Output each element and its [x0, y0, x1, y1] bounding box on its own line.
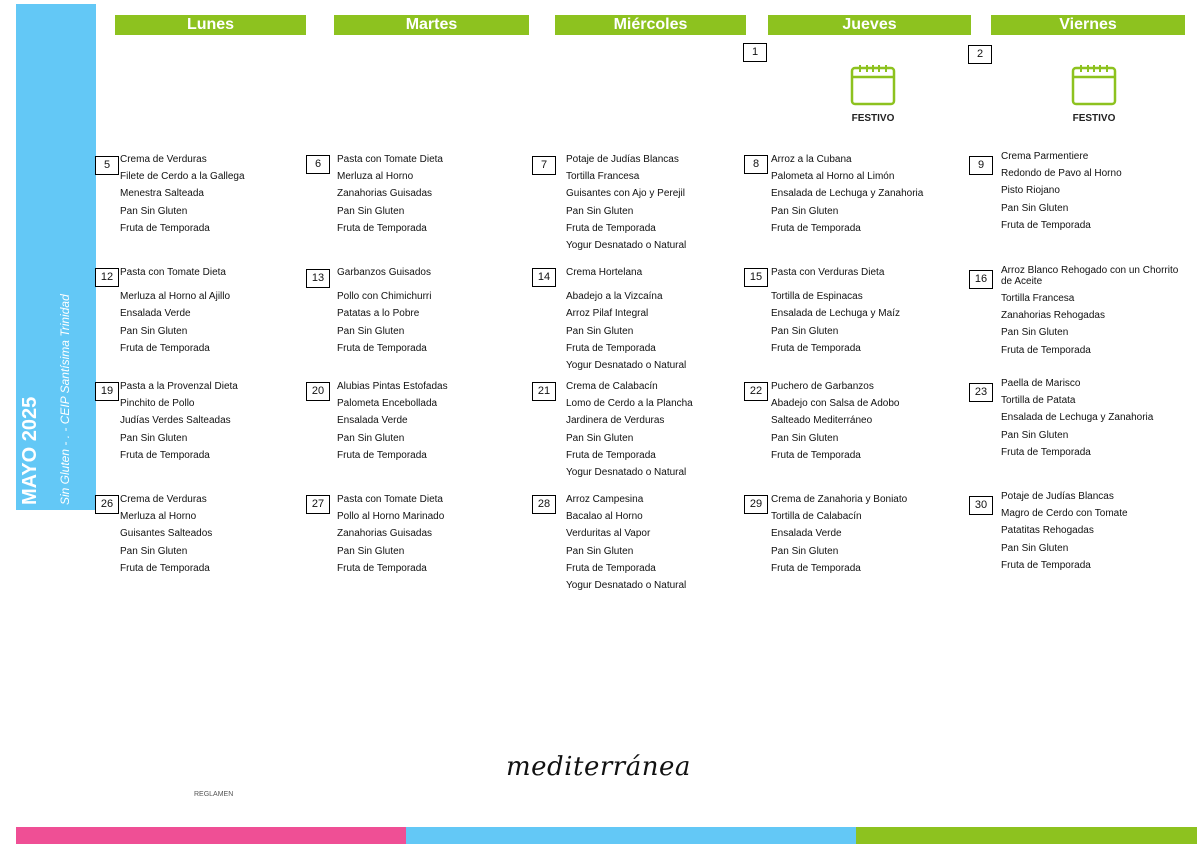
day-number: 12 — [95, 268, 119, 287]
menu-item: Salteado Mediterráneo — [771, 415, 873, 427]
menu-item: Guisantes con Ajo y Perejil — [566, 188, 685, 200]
menu-item: Yogur Desnatado o Natural — [566, 360, 687, 372]
day-number: 29 — [744, 495, 768, 514]
menu-item: Fruta de Temporada — [337, 342, 427, 354]
day-number: 26 — [95, 495, 119, 514]
menu-item: Fruta de Temporada — [771, 222, 861, 234]
day-number: 21 — [532, 382, 556, 401]
holiday-label: FESTIVO — [851, 113, 895, 124]
day-menu — [120, 491, 212, 577]
menu-item: Fruta de Temporada — [771, 562, 861, 574]
day-menu — [771, 151, 923, 237]
menu-item: Pan Sin Gluten — [771, 205, 839, 217]
menu-item: Filete de Cerdo a la Gallega — [120, 171, 245, 183]
month-title: MAYO 2025 — [19, 396, 41, 505]
holiday-badge — [838, 64, 908, 124]
day-number: 9 — [969, 156, 993, 175]
menu-item: Pan Sin Gluten — [337, 432, 405, 444]
menu-item: Pan Sin Gluten — [120, 325, 188, 337]
menu-item: Pollo con Chimichurri — [337, 291, 432, 303]
day-number: 22 — [744, 382, 768, 401]
day-menu — [337, 378, 448, 464]
menu-item: Crema de Verduras — [120, 154, 207, 165]
menu-item: Fruta de Temporada — [120, 222, 210, 234]
menu-item: Fruta de Temporada — [1001, 344, 1091, 356]
menu-item: Paella de Marisco — [1001, 378, 1081, 389]
day-menu — [771, 264, 900, 357]
menu-item: Zanahorias Rehogadas — [1001, 310, 1105, 322]
day-menu — [337, 491, 444, 577]
day-menu — [120, 264, 230, 357]
menu-item: Pasta con Tomate Dieta — [337, 154, 443, 165]
menu-item: Palometa al Horno al Limón — [771, 171, 895, 183]
menu-item: Crema de Calabacín — [566, 381, 658, 392]
menu-item: Pinchito de Pollo — [120, 398, 195, 410]
menu-item: Pan Sin Gluten — [771, 545, 839, 557]
footer-bar-green — [856, 827, 1197, 844]
menu-item: Fruta de Temporada — [337, 449, 427, 461]
menu-item: Pasta a la Provenzal Dieta — [120, 381, 238, 392]
holiday-badge — [1059, 64, 1129, 124]
menu-item: Crema Parmentiere — [1001, 151, 1089, 162]
day-menu — [120, 378, 238, 464]
menu-item: Tortilla Francesa — [566, 171, 640, 183]
menu-item: Pan Sin Gluten — [120, 205, 188, 217]
day-number: 5 — [95, 156, 119, 175]
menu-item: Tortilla de Espinacas — [771, 291, 863, 303]
brand-logo: mediterránea — [506, 752, 691, 782]
menu-item: Fruta de Temporada — [337, 562, 427, 574]
menu-item: Tortilla de Patata — [1001, 395, 1076, 407]
menu-item: Patatitas Rehogadas — [1001, 525, 1094, 537]
menu-item: Palometa Encebollada — [337, 398, 438, 410]
day-menu — [566, 151, 686, 254]
menu-item: Fruta de Temporada — [337, 222, 427, 234]
day-number: 19 — [95, 382, 119, 401]
day-menu — [1001, 488, 1128, 574]
menu-item: Merluza al Horno — [337, 171, 414, 183]
menu-item: Zanahorias Guisadas — [337, 528, 433, 540]
menu-item: Fruta de Temporada — [566, 222, 656, 234]
menu-item: Yogur Desnatado o Natural — [566, 467, 687, 479]
menu-item: Lomo de Cerdo a la Plancha — [566, 398, 693, 410]
day-menu — [771, 491, 907, 577]
menu-item: Pisto Riojano — [1001, 185, 1060, 197]
day-menu — [566, 378, 693, 481]
menu-item: Alubias Pintas Estofadas — [337, 381, 448, 392]
day-number: 8 — [744, 155, 768, 174]
day-number: 6 — [306, 155, 330, 174]
menu-item: Fruta de Temporada — [1001, 559, 1091, 571]
day-number: 7 — [532, 156, 556, 175]
day-menu — [566, 264, 686, 374]
menu-item: Tortilla de Calabacín — [771, 511, 862, 523]
menu-item: Fruta de Temporada — [120, 449, 210, 461]
menu-item: Zanahorias Guisadas — [337, 188, 433, 200]
menu-item: Crema de Verduras — [120, 494, 207, 505]
menu-item: Crema de Zanahoria y Boniato — [771, 494, 908, 505]
menu-item: Fruta de Temporada — [771, 449, 861, 461]
menu-item: Redondo de Pavo al Horno — [1001, 168, 1122, 180]
menu-item: Abadejo a la Vizcaína — [566, 291, 663, 303]
menu-item: Pan Sin Gluten — [1001, 542, 1069, 554]
calendar-icon — [850, 64, 896, 106]
menu-item: Pan Sin Gluten — [120, 432, 188, 444]
menu-item: Fruta de Temporada — [771, 342, 861, 354]
day-number: 15 — [744, 268, 768, 287]
menu-item: Pan Sin Gluten — [771, 432, 839, 444]
day-menu — [337, 264, 431, 357]
menu-item: Ensalada de Lechuga y Zanahoria — [771, 188, 924, 200]
menu-item: Pan Sin Gluten — [1001, 429, 1069, 441]
menu-item: Menestra Salteada — [120, 188, 204, 200]
day-menu — [771, 378, 899, 464]
menu-item: Garbanzos Guisados — [337, 267, 431, 278]
day-number: 2 — [968, 45, 992, 64]
day-number: 16 — [969, 270, 993, 289]
menu-item: Pollo al Horno Marinado — [337, 511, 445, 523]
menu-item: Patatas a lo Pobre — [337, 308, 420, 320]
menu-item: Potaje de Judías Blancas — [1001, 491, 1114, 502]
day-header-jueves: Jueves — [768, 15, 971, 35]
menu-item: Fruta de Temporada — [566, 449, 656, 461]
calendar-icon — [1071, 64, 1117, 106]
day-number: 14 — [532, 268, 556, 287]
menu-item: Merluza al Horno al Ajillo — [120, 291, 231, 303]
menu-item: Pan Sin Gluten — [566, 205, 634, 217]
menu-item: Pan Sin Gluten — [1001, 327, 1069, 339]
menu-item: Ensalada Verde — [337, 415, 408, 427]
menu-item: Pan Sin Gluten — [337, 205, 405, 217]
day-menu — [337, 151, 443, 237]
menu-item: Pan Sin Gluten — [120, 545, 188, 557]
menu-item: Guisantes Salteados — [120, 528, 213, 540]
menu-item: Fruta de Temporada — [120, 342, 210, 354]
menu-item: Pan Sin Gluten — [566, 325, 634, 337]
menu-item: Abadejo con Salsa de Adobo — [771, 398, 900, 410]
menu-item: Yogur Desnatado o Natural — [566, 580, 687, 592]
day-menu — [120, 151, 245, 237]
menu-item: Crema Hortelana — [566, 267, 643, 278]
day-number: 20 — [306, 382, 330, 401]
menu-item: Pan Sin Gluten — [337, 325, 405, 337]
day-menu — [1001, 148, 1122, 234]
menu-item: Yogur Desnatado o Natural — [566, 240, 687, 252]
menu-item: Pan Sin Gluten — [1001, 202, 1069, 214]
day-number: 1 — [743, 43, 767, 62]
menu-item: Merluza al Horno — [120, 511, 197, 523]
menu-item: Fruta de Temporada — [566, 342, 656, 354]
menu-item: Fruta de Temporada — [566, 562, 656, 574]
menu-item: Pan Sin Gluten — [566, 432, 634, 444]
day-header-miercoles: Miércoles — [555, 15, 746, 35]
day-number: 23 — [969, 383, 993, 402]
menu-item: Ensalada de Lechuga y Maíz — [771, 308, 900, 320]
menu-item: Arroz Pilaf Integral — [566, 308, 649, 320]
school-subtitle: Sin Gluten - . - CEIP Santísima Trinidad — [58, 294, 72, 505]
menu-item: Magro de Cerdo con Tomate — [1001, 508, 1128, 520]
menu-item: Verduritas al Vapor — [566, 528, 651, 540]
day-number: 30 — [969, 496, 993, 515]
day-header-martes: Martes — [334, 15, 529, 35]
day-menu — [1001, 262, 1191, 359]
menu-item: Tortilla Francesa — [1001, 293, 1075, 304]
footer-bar-blue — [406, 827, 856, 844]
menu-item: Potaje de Judías Blancas — [566, 154, 679, 165]
menu-item: Pasta con Tomate Dieta — [337, 494, 443, 505]
menu-item: Bacalao al Horno — [566, 511, 643, 523]
menu-item: Fruta de Temporada — [1001, 219, 1091, 231]
menu-item: Arroz Blanco Rehogado con un Chorrito de Aceite — [1001, 265, 1179, 287]
menu-item: Arroz a la Cubana — [771, 154, 852, 165]
menu-item: Fruta de Temporada — [1001, 446, 1091, 458]
menu-item: Ensalada de Lechuga y Zanahoria — [1001, 412, 1154, 424]
menu-item: Fruta de Temporada — [120, 562, 210, 574]
footer-note: REGLAMEN — [194, 791, 234, 798]
day-menu — [1001, 375, 1153, 461]
menu-item: Pan Sin Gluten — [337, 545, 405, 557]
day-number: 27 — [306, 495, 330, 514]
day-menu — [566, 491, 686, 594]
day-number: 28 — [532, 495, 556, 514]
menu-item: Puchero de Garbanzos — [771, 381, 874, 392]
day-header-lunes: Lunes — [115, 15, 306, 35]
day-header-viernes: Viernes — [991, 15, 1185, 35]
footer-bar-pink — [16, 827, 406, 844]
menu-item: Arroz Campesina — [566, 494, 644, 505]
menu-item: Pasta con Verduras Dieta — [771, 267, 885, 278]
menu-item: Pasta con Tomate Dieta — [120, 267, 226, 278]
holiday-label: FESTIVO — [1072, 113, 1116, 124]
menu-item: Ensalada Verde — [771, 528, 842, 540]
day-number: 13 — [306, 269, 330, 288]
menu-item: Judías Verdes Salteadas — [120, 415, 231, 427]
menu-item: Ensalada Verde — [120, 308, 191, 320]
menu-item: Pan Sin Gluten — [771, 325, 839, 337]
menu-item: Jardinera de Verduras — [566, 415, 665, 427]
menu-item: Pan Sin Gluten — [566, 545, 634, 557]
